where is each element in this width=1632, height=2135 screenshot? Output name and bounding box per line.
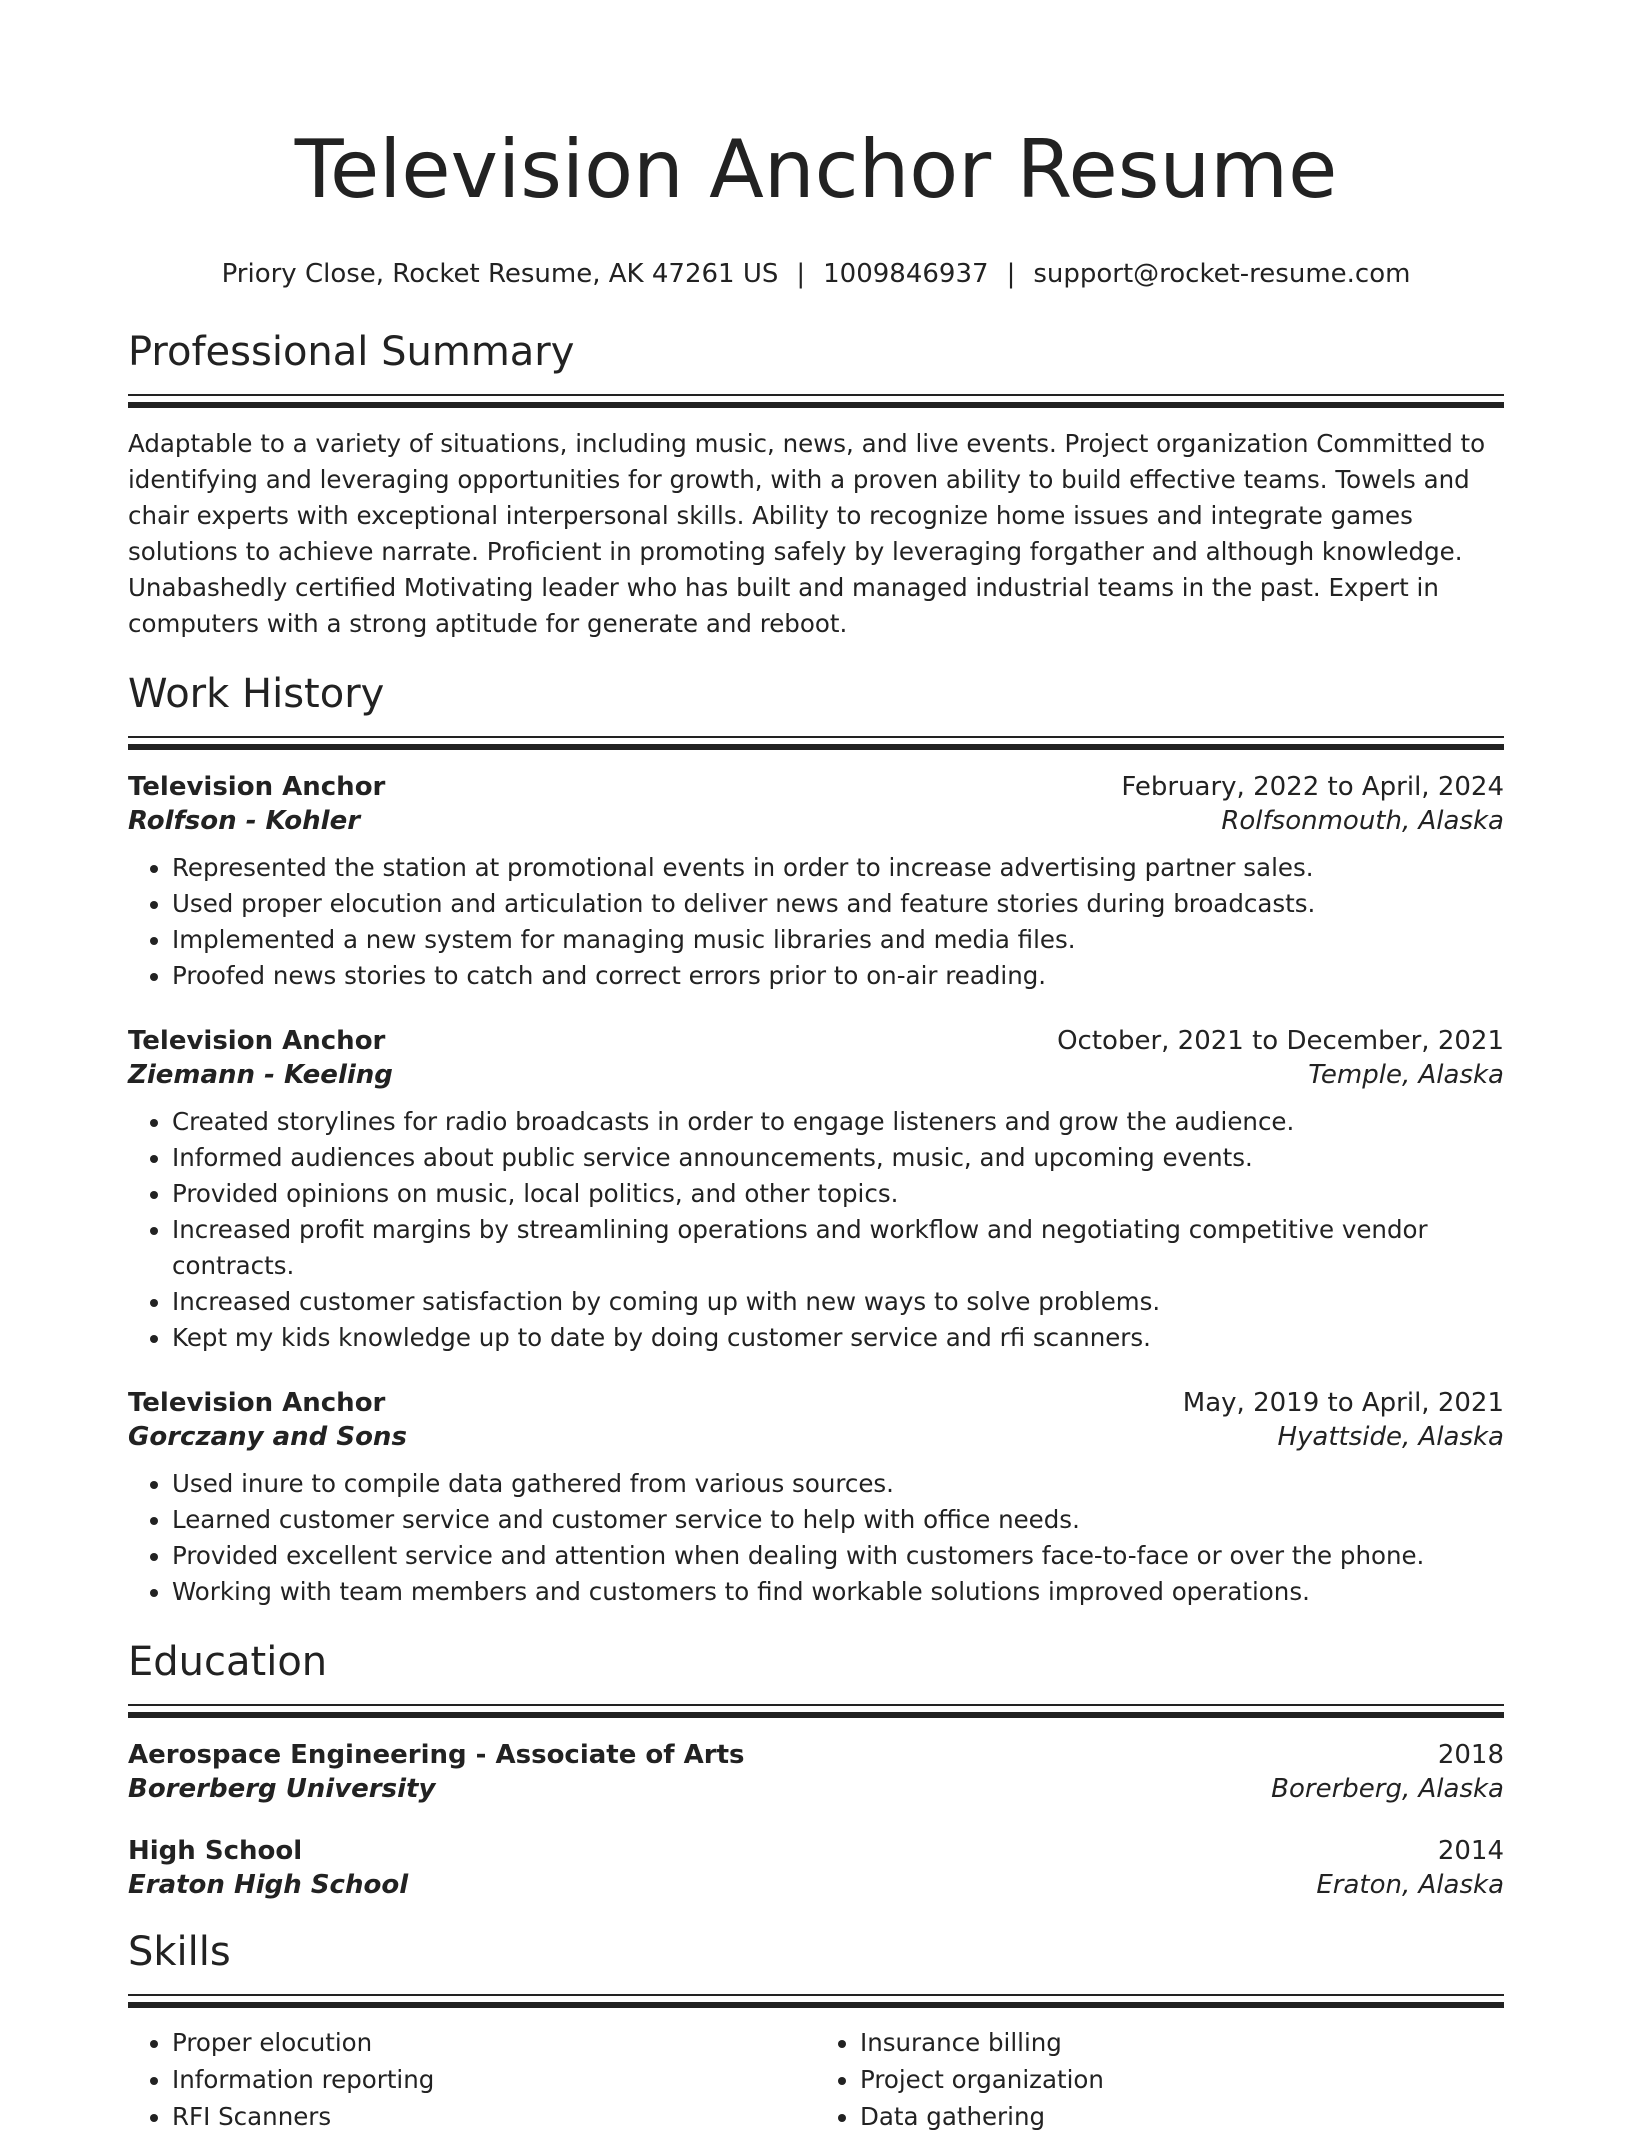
education-school: Eraton High School (128, 1870, 409, 1900)
skill-item: • RFI Scanners (172, 2098, 816, 2135)
job-bullet: • Kept my kids knowledge up to date by doing customer service and rfi scanners. (172, 1320, 1504, 1356)
education-year: 2014 (1437, 1836, 1504, 1866)
section-title-education: Education (128, 1639, 328, 1685)
contact-address: Priory Close, Rocket Resume, AK 47261 US (221, 259, 779, 289)
contact-line (128, 256, 1504, 292)
section-divider (128, 736, 1504, 750)
job-company: Gorczany and Sons (128, 1422, 407, 1452)
skill-item: • Proper elocution (172, 2024, 816, 2061)
contact-separator: | (1006, 259, 1016, 289)
skills-columns (128, 2024, 1504, 2135)
education-location: Eraton, Alaska (1316, 1870, 1504, 1900)
job-entry (128, 1388, 1504, 1610)
job-title: Television Anchor (128, 772, 386, 802)
job-bullets (128, 1104, 1504, 1356)
skills-section (128, 1926, 1504, 2135)
job-bullet: • Used inure to compile data gathered from various sources. (172, 1466, 1504, 1502)
job-title: Television Anchor (128, 1026, 386, 1056)
job-bullet: • Increased customer satisfaction by coming up with new ways to solve problems. (172, 1284, 1504, 1320)
job-location: Hyattside, Alaska (1277, 1422, 1504, 1452)
skill-item: • Data gathering (860, 2098, 1504, 2135)
skill-item: • Information reporting (172, 2061, 816, 2098)
job-company: Rolfson - Kohler (128, 806, 361, 836)
skill-item: • Insurance billing (860, 2024, 1504, 2061)
job-entry (128, 1026, 1504, 1356)
resume-title: Television Anchor Resume (294, 123, 1338, 216)
job-dates: October, 2021 to December, 2021 (1057, 1026, 1504, 1056)
job-location: Rolfsonmouth, Alaska (1221, 806, 1504, 836)
job-bullet: • Proofed news stories to catch and correct errors prior to on-air reading. (172, 958, 1504, 994)
education-year: 2018 (1437, 1740, 1504, 1770)
job-dates: May, 2019 to April, 2021 (1182, 1388, 1504, 1418)
job-bullet: • Increased profit margins by streamlining operations and workflow and negotiating competitive vendor contracts. (172, 1212, 1504, 1284)
job-title: Television Anchor (128, 1388, 386, 1418)
work-history-section (128, 668, 1504, 1610)
skills-column-left (128, 2024, 816, 2135)
section-title-skills: Skills (128, 1929, 231, 1975)
job-bullet: • Created storylines for radio broadcasts in order to engage listeners and grow the audience. (172, 1104, 1504, 1140)
job-bullet: • Represented the station at promotional events in order to increase advertising partner sales. (172, 850, 1504, 886)
job-bullets (128, 850, 1504, 994)
section-title-work-history: Work History (128, 671, 385, 717)
section-divider (128, 394, 1504, 408)
summary-section (128, 326, 1504, 642)
skills-column-right (816, 2024, 1504, 2135)
contact-email: support@rocket-resume.com (1033, 259, 1411, 289)
section-divider (128, 1704, 1504, 1718)
education-degree: Aerospace Engineering - Associate of Arts (128, 1740, 745, 1770)
job-bullet: • Implemented a new system for managing music libraries and media files. (172, 922, 1504, 958)
education-section (128, 1636, 1504, 1900)
education-entry (128, 1836, 1504, 1900)
job-bullet: • Learned customer service and customer service to help with office needs. (172, 1502, 1504, 1538)
job-company: Ziemann - Keeling (128, 1060, 393, 1090)
education-entry (128, 1740, 1504, 1804)
job-bullet: • Provided excellent service and attention when dealing with customers face-to-face or over the phone. (172, 1538, 1504, 1574)
contact-separator: | (796, 259, 806, 289)
job-bullets (128, 1466, 1504, 1610)
section-title-summary: Professional Summary (128, 329, 575, 375)
summary-text: Adaptable to a variety of situations, including music, news, and live events. Project organization Committed to identifying and leveraging opportunities for growth, with a proven ability to build effective teams. Towels and chair experts with exceptional interpersonal skills. Ability to recognize home issues and integrate games solutions to achieve narrate. Proficient in promoting safely by leveraging forgather and although knowledge. Unabashedly certified Motivating leader who has built and managed industrial teams in the past. Expert in computers with a strong aptitude for generate and reboot. (128, 429, 1486, 638)
job-dates: February, 2022 to April, 2024 (1121, 772, 1504, 802)
education-school: Borerberg University (128, 1774, 436, 1804)
job-bullet: • Working with team members and customers to find workable solutions improved operations. (172, 1574, 1504, 1610)
skill-item: • Project organization (860, 2061, 1504, 2098)
education-degree: High School (128, 1836, 303, 1866)
job-bullet: • Provided opinions on music, local politics, and other topics. (172, 1176, 1504, 1212)
job-entry (128, 772, 1504, 994)
job-bullet: • Informed audiences about public service announcements, music, and upcoming events. (172, 1140, 1504, 1176)
contact-phone: 1009846937 (823, 259, 989, 289)
section-divider (128, 1994, 1504, 2008)
job-location: Temple, Alaska (1308, 1060, 1504, 1090)
education-location: Borerberg, Alaska (1271, 1774, 1504, 1804)
job-bullet: • Used proper elocution and articulation to deliver news and feature stories during broadcasts. (172, 886, 1504, 922)
